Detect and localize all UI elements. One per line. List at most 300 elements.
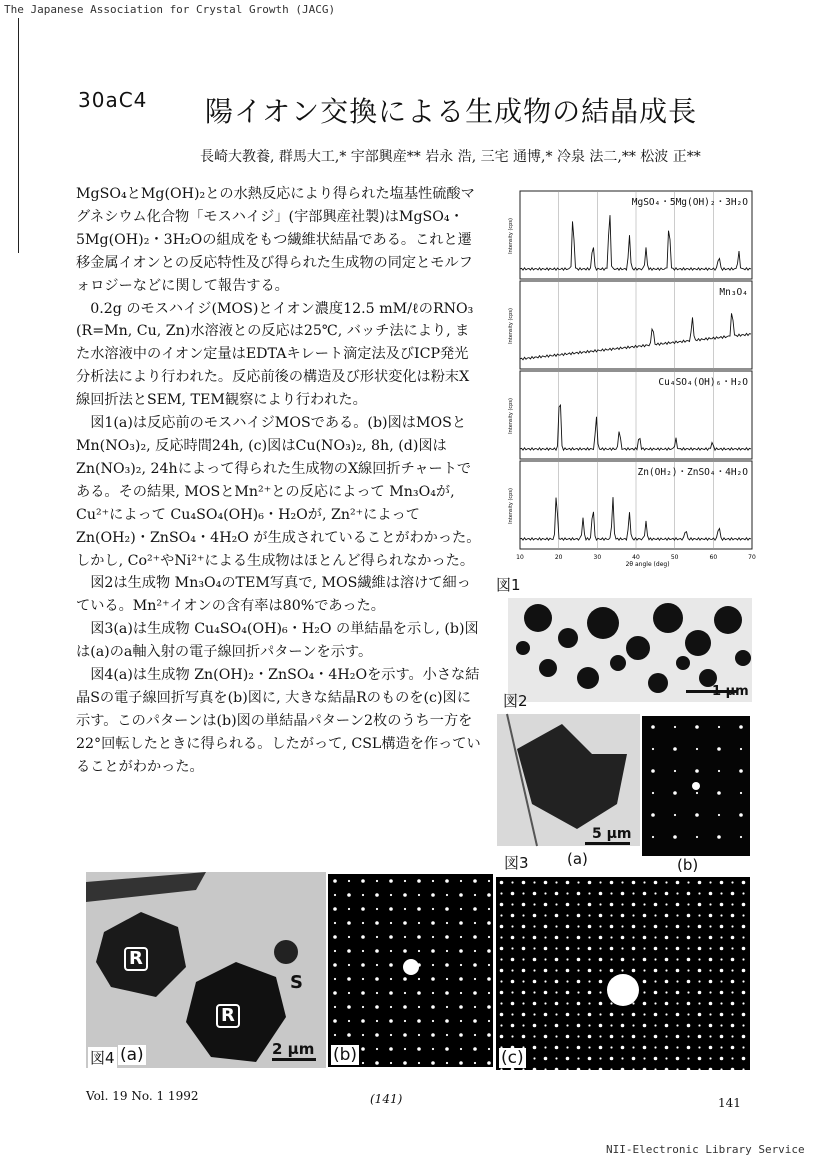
figure-4-scale-text: 2 μm bbox=[272, 1040, 315, 1058]
diffraction-spot bbox=[544, 991, 548, 995]
diffraction-spot bbox=[473, 963, 477, 967]
diffraction-center bbox=[403, 959, 419, 975]
diffraction-spot bbox=[544, 903, 548, 907]
xrd-panel-label: Zn(OH₂)・ZnSO₄・4H₂O bbox=[637, 467, 748, 478]
diffraction-spot bbox=[665, 991, 667, 993]
figure-2-label: 図2 bbox=[503, 692, 528, 710]
diffraction-spot bbox=[566, 881, 570, 885]
diffraction-spot bbox=[473, 879, 477, 883]
diffraction-spot bbox=[720, 892, 722, 894]
diffraction-spot bbox=[403, 921, 407, 925]
diffraction-spot bbox=[431, 921, 435, 925]
diffraction-spot bbox=[720, 1046, 722, 1048]
diffraction-spot bbox=[577, 914, 581, 918]
diffraction-spot bbox=[588, 1002, 590, 1004]
diffraction-spot bbox=[404, 880, 406, 882]
diffraction-spot bbox=[555, 914, 559, 918]
diffraction-spot bbox=[742, 1057, 746, 1061]
figure-4a-label: (a) bbox=[120, 1045, 144, 1065]
diffraction-spot bbox=[698, 881, 702, 885]
diffraction-spot bbox=[488, 992, 490, 994]
diffraction-spot bbox=[632, 925, 636, 929]
diffraction-spot bbox=[577, 1046, 581, 1050]
diffraction-spot bbox=[696, 792, 698, 794]
paper-authors: 長崎大教養, 群馬大工,* 宇部興産** 岩永 浩, 三宅 通博,* 冷泉 法二,** 松波 正** bbox=[200, 149, 701, 165]
diffraction-pattern bbox=[328, 874, 493, 1067]
diffraction-spot bbox=[742, 1068, 744, 1070]
diffraction-center bbox=[692, 782, 700, 790]
header-organization: The Japanese Association for Crystal Growth (JACG) bbox=[4, 3, 336, 16]
diffraction-spot bbox=[698, 1046, 700, 1048]
diffraction-spot bbox=[621, 1057, 623, 1059]
diffraction-spot bbox=[687, 1013, 689, 1015]
diffraction-spot bbox=[375, 1033, 379, 1037]
diffraction-spot bbox=[500, 958, 502, 960]
diffraction-spot bbox=[588, 903, 592, 907]
diffraction-spot bbox=[654, 1035, 658, 1039]
diffraction-spot bbox=[348, 908, 350, 910]
diffraction-spot bbox=[555, 936, 559, 940]
diffraction-spot bbox=[389, 907, 393, 911]
diffraction-spot bbox=[643, 991, 645, 993]
diffraction-spot bbox=[599, 947, 601, 949]
diffraction-spot bbox=[709, 958, 713, 962]
diffraction-spot bbox=[687, 925, 689, 927]
diffraction-spot bbox=[599, 936, 603, 940]
diffraction-spot bbox=[362, 894, 364, 896]
diffraction-spot bbox=[698, 991, 702, 995]
diffraction-spot bbox=[621, 1046, 625, 1050]
diffraction-spot bbox=[654, 947, 658, 951]
diffraction-spot bbox=[731, 1013, 733, 1015]
diffraction-spot bbox=[488, 964, 490, 966]
figure-3a-label: (a) bbox=[567, 850, 588, 868]
diffraction-spot bbox=[390, 978, 392, 980]
figure-4-label: 図4 bbox=[90, 1049, 115, 1067]
diffraction-spot bbox=[500, 980, 502, 982]
diffraction-spot bbox=[555, 980, 559, 984]
diffraction-spot bbox=[347, 949, 351, 953]
xrd-x-tick: 30 bbox=[593, 554, 602, 561]
diffraction-spot bbox=[511, 947, 513, 949]
diffraction-spot bbox=[362, 922, 364, 924]
diffraction-spot bbox=[643, 969, 645, 971]
paper-code: 30aC4 bbox=[78, 88, 148, 112]
diffraction-spot bbox=[544, 1013, 548, 1017]
figure-3-scale-text: 5 μm bbox=[592, 826, 632, 842]
diffraction-spot bbox=[362, 1006, 364, 1008]
diffraction-spot bbox=[511, 1002, 515, 1006]
diffraction-spot bbox=[643, 1046, 647, 1050]
diffraction-spot bbox=[709, 881, 711, 883]
diffraction-spot bbox=[698, 947, 702, 951]
diffraction-spot bbox=[511, 958, 515, 962]
diffraction-spot bbox=[577, 892, 581, 896]
diffraction-spot bbox=[459, 949, 463, 953]
diffraction-spot bbox=[522, 947, 526, 951]
diffraction-spot bbox=[610, 1024, 612, 1026]
diffraction-spot bbox=[566, 1002, 568, 1004]
diffraction-spot bbox=[577, 947, 579, 949]
diffraction-spot bbox=[511, 1013, 513, 1015]
diffraction-spot bbox=[460, 936, 462, 938]
diffraction-spot bbox=[500, 1068, 502, 1070]
diffraction-spot bbox=[654, 991, 658, 995]
paragraph: MgSO₄とMg(OH)₂との水熱反応により得られた塩基性硫酸マグネシウム化合物「モスハイジ」(宇部興産社製)はMgSO₄・5Mg(OH)₂・3H₂Oの組成をもつ繊維状結晶である。これと遷移金属イオンとの反応特性及び得られた生成物の同定とモルフォロジーなどに関して報告する。 bbox=[76, 186, 475, 294]
diffraction-spot bbox=[500, 881, 504, 885]
diffraction-spot bbox=[742, 980, 744, 982]
diffraction-spot bbox=[674, 726, 676, 728]
diffraction-spot bbox=[432, 1048, 434, 1050]
diffraction-spot bbox=[334, 1006, 336, 1008]
diffraction-spot bbox=[588, 936, 590, 938]
diffraction-spot bbox=[698, 914, 700, 916]
diffraction-spot bbox=[709, 1013, 711, 1015]
diffraction-spot bbox=[522, 914, 524, 916]
diffraction-spot bbox=[488, 880, 490, 882]
diffraction-spot bbox=[348, 880, 350, 882]
diffraction-spot bbox=[533, 903, 535, 905]
diffraction-spot bbox=[361, 907, 365, 911]
diffraction-spot bbox=[533, 991, 535, 993]
xrd-x-tick: 10 bbox=[516, 554, 524, 561]
diffraction-spot bbox=[500, 1002, 502, 1004]
diffraction-spot bbox=[742, 958, 744, 960]
diffraction-spot bbox=[698, 980, 700, 982]
diffraction-spot bbox=[577, 1024, 581, 1028]
diffraction-spot bbox=[718, 726, 720, 728]
diffraction-spot bbox=[720, 991, 724, 995]
diffraction-spot bbox=[665, 1013, 667, 1015]
diffraction-spot bbox=[643, 1024, 647, 1028]
figure-1-label: 図1 bbox=[496, 576, 521, 594]
diffraction-spot bbox=[417, 935, 421, 939]
diffraction-spot bbox=[621, 936, 625, 940]
diffraction-spot bbox=[389, 963, 393, 967]
diffraction-spot bbox=[731, 903, 733, 905]
diffraction-spot bbox=[731, 1046, 735, 1050]
diffraction-spot bbox=[418, 950, 420, 952]
diffraction-spot bbox=[676, 903, 680, 907]
figure-3-label: 図3 bbox=[504, 854, 529, 872]
diffraction-spot bbox=[417, 907, 421, 911]
diffraction-spot bbox=[709, 1057, 711, 1059]
diffraction-spot bbox=[588, 980, 590, 982]
diffraction-spot bbox=[599, 1068, 603, 1072]
diffraction-spot bbox=[651, 769, 655, 773]
diffraction-spot bbox=[665, 1035, 667, 1037]
diffraction-pattern bbox=[642, 716, 750, 856]
diffraction-spot bbox=[621, 925, 623, 927]
diffraction-spot bbox=[460, 880, 462, 882]
diffraction-spot bbox=[698, 958, 700, 960]
diffraction-spot bbox=[487, 921, 491, 925]
diffraction-spot bbox=[632, 958, 634, 960]
diffraction-spot bbox=[577, 1068, 581, 1072]
diffraction-spot bbox=[376, 936, 378, 938]
diffraction-spot bbox=[676, 936, 678, 938]
diffraction-spot bbox=[533, 892, 537, 896]
diffraction-spot bbox=[403, 1005, 407, 1009]
diffraction-spot bbox=[709, 991, 711, 993]
diffraction-spot bbox=[522, 1013, 526, 1017]
diffraction-spot bbox=[460, 1020, 462, 1022]
diffraction-spot bbox=[522, 1024, 524, 1026]
xrd-x-tick: 20 bbox=[554, 554, 563, 561]
diffraction-spot bbox=[473, 1047, 477, 1051]
diffraction-spot bbox=[511, 914, 515, 918]
diffraction-spot bbox=[687, 1035, 689, 1037]
paragraph: 図2は生成物 Mn₃O₄のTEM写真で, MOS繊維は溶けて細っている。Mn²⁺イオンの含有率は80%であった。 bbox=[76, 575, 471, 615]
diffraction-spot bbox=[687, 881, 689, 883]
diffraction-spot bbox=[577, 1057, 579, 1059]
diffraction-spot bbox=[446, 1034, 448, 1036]
diffraction-spot bbox=[533, 914, 537, 918]
footer-page-number: 141 bbox=[718, 1096, 741, 1110]
diffraction-spot bbox=[361, 1047, 365, 1051]
diffraction-spot bbox=[533, 881, 535, 883]
diffraction-spot bbox=[599, 1046, 603, 1050]
diffraction-spot bbox=[500, 903, 504, 907]
diffraction-spot bbox=[731, 991, 733, 993]
diffraction-spot bbox=[687, 892, 691, 896]
diffraction-spot bbox=[390, 1006, 392, 1008]
diffraction-spot bbox=[389, 1019, 393, 1023]
diffraction-spot bbox=[599, 1035, 601, 1037]
diffraction-spot bbox=[676, 881, 680, 885]
diffraction-spot bbox=[742, 892, 744, 894]
diffraction-spot bbox=[599, 1002, 603, 1006]
diffraction-spot bbox=[544, 1057, 548, 1061]
diffraction-spot bbox=[709, 1068, 713, 1072]
diffraction-spot bbox=[334, 978, 336, 980]
diffraction-spot bbox=[742, 991, 746, 995]
diffraction-spot bbox=[599, 903, 601, 905]
diffraction-spot bbox=[500, 1013, 504, 1017]
diffraction-spot bbox=[717, 791, 721, 795]
diffraction-spot bbox=[740, 748, 742, 750]
diffraction-pattern bbox=[496, 877, 750, 1070]
diffraction-spot bbox=[643, 881, 645, 883]
diffraction-spot bbox=[555, 881, 557, 883]
diffraction-spot bbox=[533, 947, 535, 949]
diffraction-spot bbox=[665, 958, 669, 962]
diffraction-spot bbox=[742, 1046, 744, 1048]
diffraction-spot bbox=[654, 1068, 656, 1070]
diffraction-spot bbox=[632, 1002, 634, 1004]
diffraction-spot bbox=[610, 1057, 614, 1061]
diffraction-spot bbox=[742, 925, 746, 929]
diffraction-spot bbox=[731, 914, 735, 918]
diffraction-spot bbox=[643, 925, 645, 927]
diffraction-spot bbox=[577, 958, 581, 962]
diffraction-spot bbox=[445, 963, 449, 967]
diffraction-spot bbox=[404, 1020, 406, 1022]
diffraction-spot bbox=[555, 892, 559, 896]
diffraction-spot bbox=[731, 1035, 733, 1037]
diffraction-spot bbox=[432, 964, 434, 966]
diffraction-spot bbox=[488, 1020, 490, 1022]
figure-3b-diffraction bbox=[642, 716, 750, 856]
diffraction-spot bbox=[566, 892, 568, 894]
diffraction-spot bbox=[362, 950, 364, 952]
diffraction-spot bbox=[555, 1013, 557, 1015]
diffraction-spot bbox=[720, 1002, 722, 1004]
diffraction-spot bbox=[599, 881, 601, 883]
diffraction-spot bbox=[676, 958, 678, 960]
figure-2-scale-text: 1 μm bbox=[712, 684, 749, 699]
diffraction-spot bbox=[610, 914, 612, 916]
diffraction-spot bbox=[522, 881, 526, 885]
diffraction-spot bbox=[599, 892, 603, 896]
diffraction-spot bbox=[687, 969, 689, 971]
diffraction-spot bbox=[610, 936, 612, 938]
diffraction-spot bbox=[432, 1020, 434, 1022]
diffraction-spot bbox=[709, 980, 713, 984]
diffraction-spot bbox=[698, 1013, 702, 1017]
diffraction-spot bbox=[474, 950, 476, 952]
diffraction-spot bbox=[665, 1057, 667, 1059]
diffraction-spot bbox=[533, 1068, 537, 1072]
diffraction-spot bbox=[390, 894, 392, 896]
diffraction-spot bbox=[522, 980, 524, 982]
diffraction-spot bbox=[566, 980, 568, 982]
figure-4c-label: (c) bbox=[501, 1048, 524, 1068]
diffraction-spot bbox=[695, 813, 699, 817]
diffraction-spot bbox=[361, 963, 365, 967]
diffraction-spot bbox=[460, 1048, 462, 1050]
diffraction-spot bbox=[500, 925, 504, 929]
diffraction-spot bbox=[375, 977, 379, 981]
diffraction-spot bbox=[544, 1024, 546, 1026]
diffraction-spot bbox=[577, 936, 581, 940]
footer-volume: Vol. 19 No. 1 1992 bbox=[86, 1089, 199, 1103]
diffraction-spot bbox=[544, 1046, 546, 1048]
diffraction-spot bbox=[522, 903, 526, 907]
diffraction-spot bbox=[389, 879, 393, 883]
diffraction-spot bbox=[544, 969, 548, 973]
diffraction-spot bbox=[348, 964, 350, 966]
diffraction-spot bbox=[511, 925, 513, 927]
diffraction-spot bbox=[375, 949, 379, 953]
diffraction-spot bbox=[445, 991, 449, 995]
diffraction-spot bbox=[654, 1057, 658, 1061]
xrd-panel-label: Mn₃O₄ bbox=[719, 287, 748, 298]
diffraction-spot bbox=[731, 1068, 735, 1072]
diffraction-spot bbox=[621, 969, 623, 971]
diffraction-spot bbox=[632, 892, 634, 894]
margin-line bbox=[18, 18, 19, 253]
diffraction-spot bbox=[742, 881, 746, 885]
xrd-trace bbox=[520, 497, 751, 540]
diffraction-spot bbox=[652, 792, 654, 794]
diffraction-spot bbox=[731, 958, 735, 962]
diffraction-spot bbox=[709, 914, 713, 918]
diffraction-spot bbox=[404, 908, 406, 910]
diffraction-spot bbox=[610, 881, 614, 885]
diffraction-spot bbox=[654, 1013, 658, 1017]
diffraction-spot bbox=[665, 892, 669, 896]
diffraction-spot bbox=[731, 947, 733, 949]
diffraction-spot bbox=[500, 969, 504, 973]
diffraction-spot bbox=[588, 914, 590, 916]
diffraction-spot bbox=[533, 980, 537, 984]
footer-page-italic: (141) bbox=[370, 1092, 403, 1106]
xrd-y-label: Intensity (cps) bbox=[508, 308, 514, 344]
diffraction-spot bbox=[720, 1024, 722, 1026]
diffraction-spot bbox=[632, 1024, 634, 1026]
diffraction-spot bbox=[676, 925, 680, 929]
figure-4b-label: (b) bbox=[333, 1045, 358, 1065]
diffraction-spot bbox=[474, 894, 476, 896]
diffraction-spot bbox=[418, 894, 420, 896]
diffraction-spot bbox=[487, 949, 491, 953]
diffraction-spot bbox=[742, 936, 744, 938]
xrd-panel-label: Cu₄SO₄(OH)₆・H₂O bbox=[658, 377, 748, 388]
diffraction-spot bbox=[709, 892, 713, 896]
diffraction-spot bbox=[334, 894, 336, 896]
diffraction-spot bbox=[566, 991, 570, 995]
crystal-R-label-1: R bbox=[124, 947, 148, 971]
diffraction-spot bbox=[347, 921, 351, 925]
diffraction-spot bbox=[742, 947, 746, 951]
diffraction-spot bbox=[432, 880, 434, 882]
diffraction-spot bbox=[665, 969, 667, 971]
diffraction-spot bbox=[742, 1013, 746, 1017]
diffraction-spot bbox=[511, 936, 515, 940]
diffraction-spot bbox=[511, 980, 515, 984]
diffraction-spot bbox=[718, 814, 720, 816]
figure-3b-label: (b) bbox=[677, 856, 699, 874]
diffraction-spot bbox=[417, 991, 421, 995]
diffraction-spot bbox=[390, 1034, 392, 1036]
diffraction-spot bbox=[698, 1024, 700, 1026]
diffraction-spot bbox=[417, 1047, 421, 1051]
diffraction-spot bbox=[431, 1005, 435, 1009]
diffraction-spot bbox=[742, 1002, 744, 1004]
diffraction-spot bbox=[599, 991, 601, 993]
diffraction-spot bbox=[432, 908, 434, 910]
diffraction-spot bbox=[348, 936, 350, 938]
diffraction-spot bbox=[432, 992, 434, 994]
diffraction-spot bbox=[709, 1035, 711, 1037]
diffraction-spot bbox=[673, 747, 677, 751]
diffraction-spot bbox=[566, 1024, 568, 1026]
diffraction-spot bbox=[676, 947, 680, 951]
diffraction-spot bbox=[687, 1068, 691, 1072]
diffraction-spot bbox=[533, 1057, 535, 1059]
diffraction-spot bbox=[698, 1002, 700, 1004]
diffraction-spot bbox=[742, 903, 746, 907]
diffraction-spot bbox=[375, 1061, 379, 1065]
diffraction-spot bbox=[687, 1024, 691, 1028]
diffraction-spot bbox=[544, 1002, 546, 1004]
diffraction-spot bbox=[459, 1033, 463, 1037]
diffraction-spot bbox=[474, 1062, 476, 1064]
diffraction-spot bbox=[720, 980, 722, 982]
diffraction-spot bbox=[687, 903, 689, 905]
xrd-x-tick: 70 bbox=[748, 554, 756, 561]
diffraction-spot bbox=[577, 1013, 579, 1015]
diffraction-spot bbox=[544, 958, 546, 960]
diffraction-spot bbox=[522, 991, 526, 995]
diffraction-spot bbox=[588, 1024, 590, 1026]
diffraction-spot bbox=[709, 936, 713, 940]
diffraction-spot bbox=[610, 1013, 614, 1017]
diffraction-spot bbox=[473, 907, 477, 911]
diffraction-spot bbox=[334, 950, 336, 952]
diffraction-spot bbox=[348, 1020, 350, 1022]
